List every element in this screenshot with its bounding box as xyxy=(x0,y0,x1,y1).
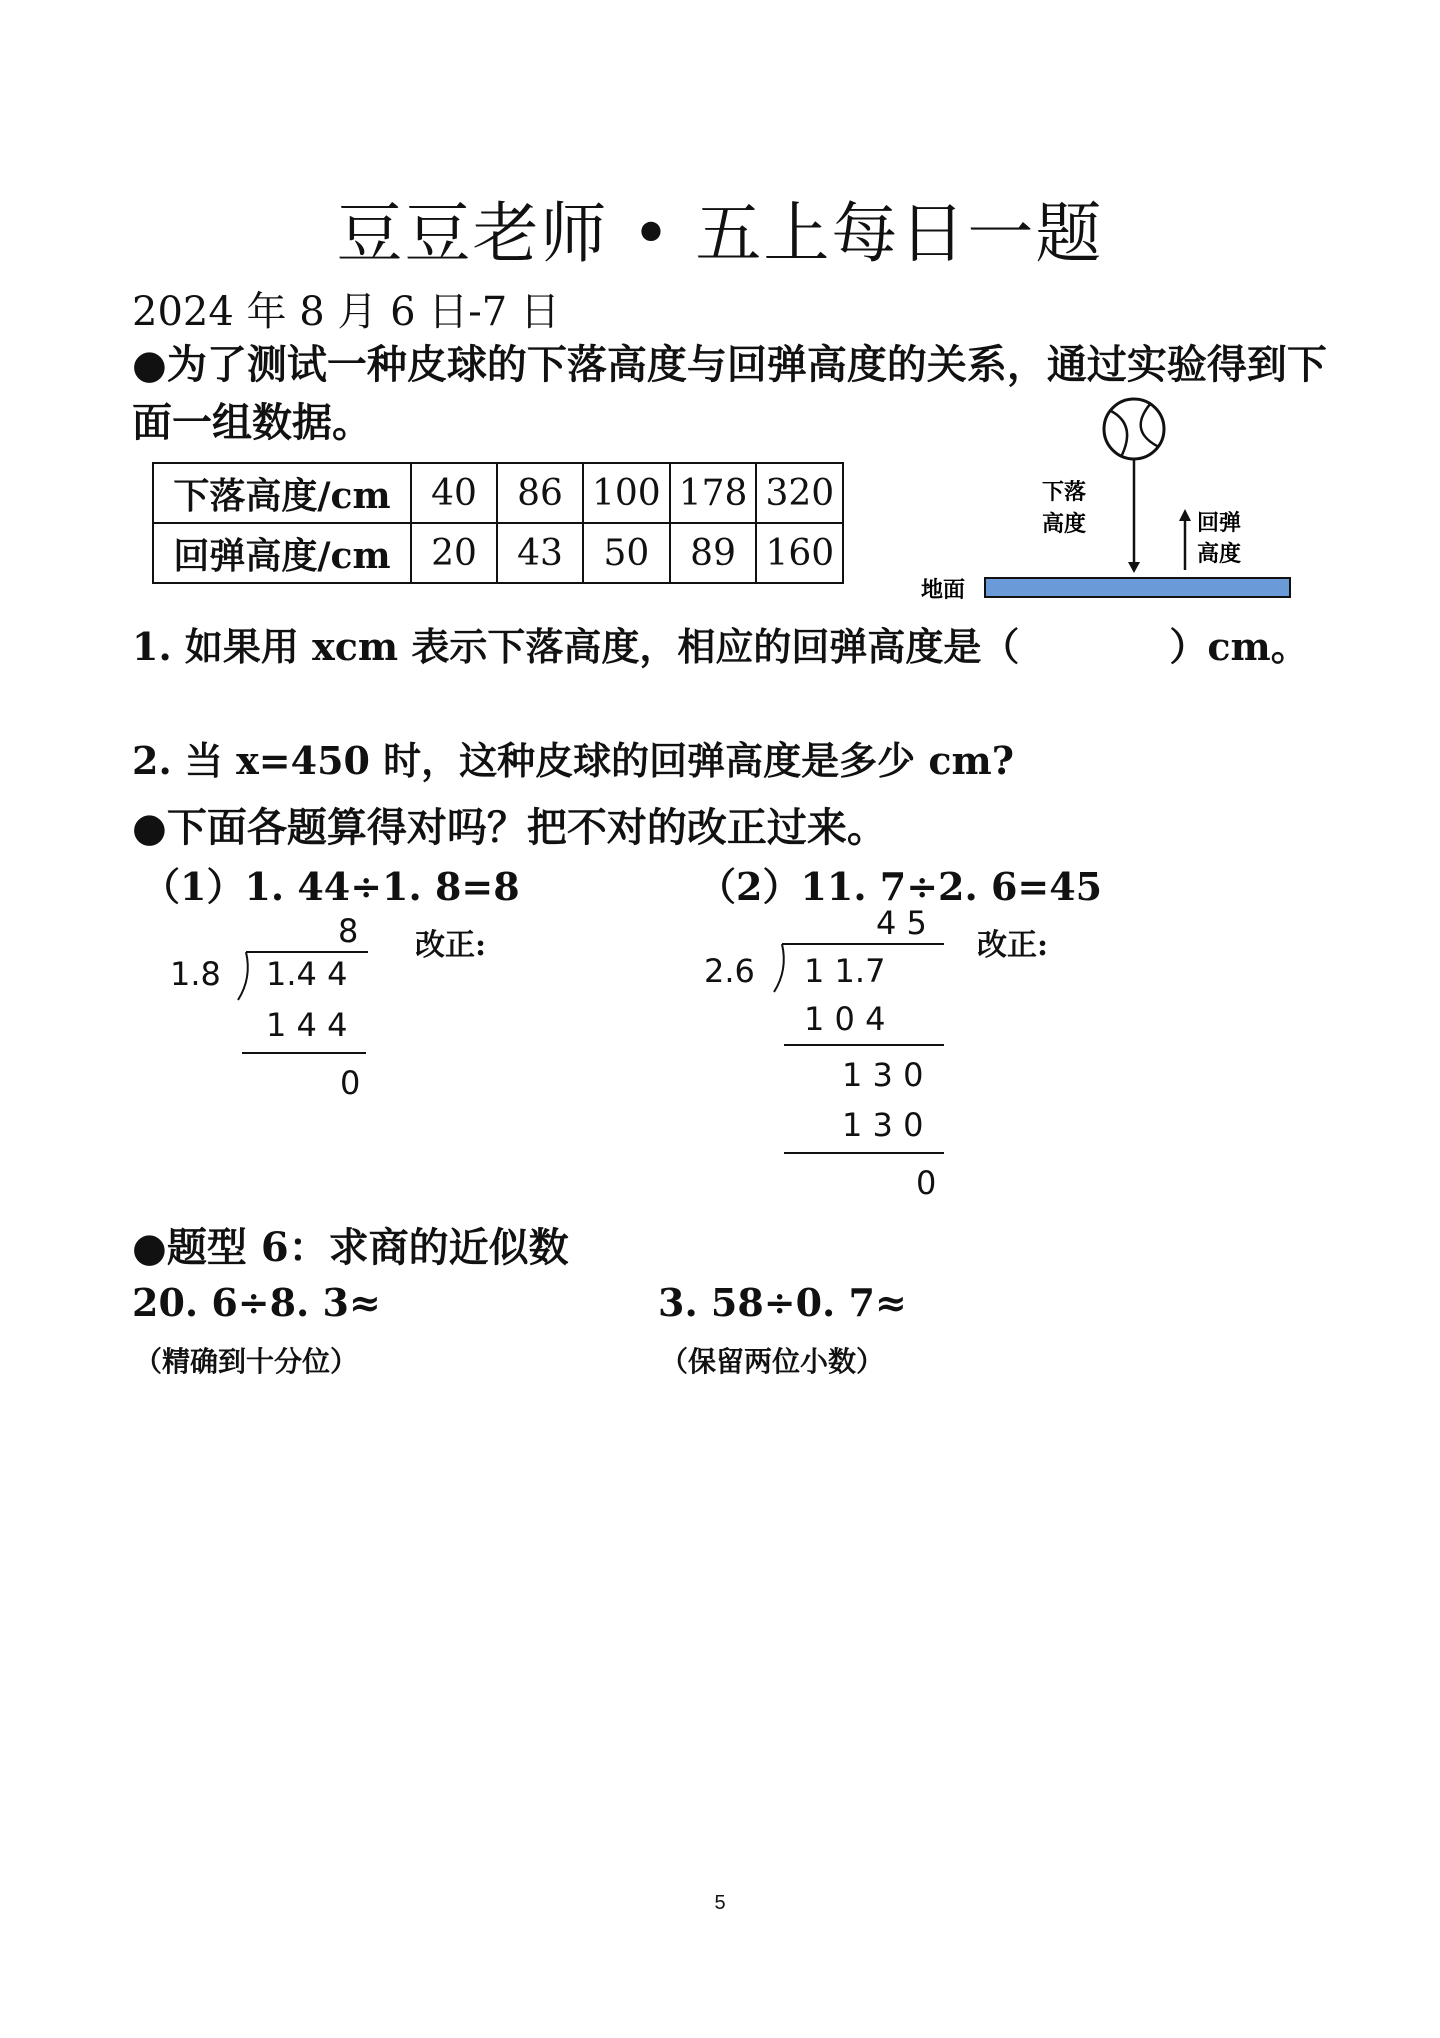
division-line xyxy=(242,1052,366,1054)
bounce-label: 回弹 xyxy=(1197,511,1242,536)
approx-right-note: （保留两位小数） xyxy=(660,1345,885,1378)
question-2: 2. 当 x=450 时，这种皮球的回弹高度是多少 cm? xyxy=(132,738,1015,783)
table-row xyxy=(153,463,843,523)
approx-left-note: （精确到十分位） xyxy=(134,1345,359,1378)
division-step: 1 0 4 xyxy=(804,1000,886,1038)
division-step: 1 3 0 xyxy=(842,1056,924,1094)
problem2-left-title: （1）1. 44÷1. 8=8 xyxy=(142,864,520,909)
question-1 xyxy=(132,616,1309,671)
table-cell: 178 xyxy=(670,463,757,523)
data-table xyxy=(152,462,844,584)
ground-label: 地面 xyxy=(921,578,966,603)
remainder: 0 xyxy=(916,1164,937,1202)
bounce-label: 高度 xyxy=(1197,542,1242,567)
question-1-text: 1. 如果用 xcm 表示下落高度，相应的回弹高度是（ xyxy=(132,624,1020,669)
page-number: 5 xyxy=(714,1892,726,1914)
problem1-intro: ●为了测试一种皮球的下落高度与回弹高度的关系，通过实验得到下面一组数据。 xyxy=(132,341,1327,446)
date-line: 2024 年 8 月 6 日-7 日 xyxy=(132,289,560,335)
table-cell: 89 xyxy=(670,523,757,583)
drop-label: 下落 xyxy=(1042,480,1087,505)
table-cell: 20 xyxy=(411,523,497,583)
remainder: 0 xyxy=(340,1064,361,1102)
table-cell: 100 xyxy=(583,463,670,523)
row-header: 下落高度/cm xyxy=(153,463,411,523)
ball-bounce-diagram xyxy=(915,395,1295,615)
division-line xyxy=(784,1152,944,1154)
correction-label: 改正: xyxy=(415,928,487,963)
table-cell: 86 xyxy=(497,463,583,523)
row-header: 回弹高度/cm xyxy=(153,523,411,583)
quotient: 4 5 xyxy=(876,904,927,942)
table-cell: 43 xyxy=(497,523,583,583)
table-cell: 50 xyxy=(583,523,670,583)
question-1-end: ）cm。 xyxy=(1169,624,1309,669)
page-title: 豆豆老师 • 五上每日一题 xyxy=(336,195,1104,272)
dividend: 1.4 4 xyxy=(266,955,348,993)
quotient: 8 xyxy=(338,912,359,950)
correction-label: 改正: xyxy=(977,928,1049,963)
divisor: 1.8 xyxy=(170,955,221,993)
problem2-right-title: （2）11. 7÷2. 6=45 xyxy=(698,864,1103,909)
table-cell: 40 xyxy=(411,463,497,523)
table-cell: 160 xyxy=(756,523,843,583)
table-cell: 320 xyxy=(756,463,843,523)
divisor: 2.6 xyxy=(704,952,755,990)
approx-right: 3. 58÷0. 7≈ xyxy=(658,1280,907,1325)
division-step: 1 3 0 xyxy=(842,1106,924,1144)
problem2-heading: ●下面各题算得对吗？把不对的改正过来。 xyxy=(132,804,887,851)
drop-label: 高度 xyxy=(1042,512,1087,537)
division-line xyxy=(784,1044,944,1046)
dividend: 1 1.7 xyxy=(804,952,886,990)
approx-left: 20. 6÷8. 3≈ xyxy=(132,1280,381,1325)
ball-icon xyxy=(1104,399,1164,459)
problem3-heading: ●题型 6：求商的近似数 xyxy=(132,1224,569,1271)
table-row xyxy=(153,523,843,583)
division-step: 1 4 4 xyxy=(266,1006,348,1044)
ground-bar xyxy=(985,578,1290,597)
